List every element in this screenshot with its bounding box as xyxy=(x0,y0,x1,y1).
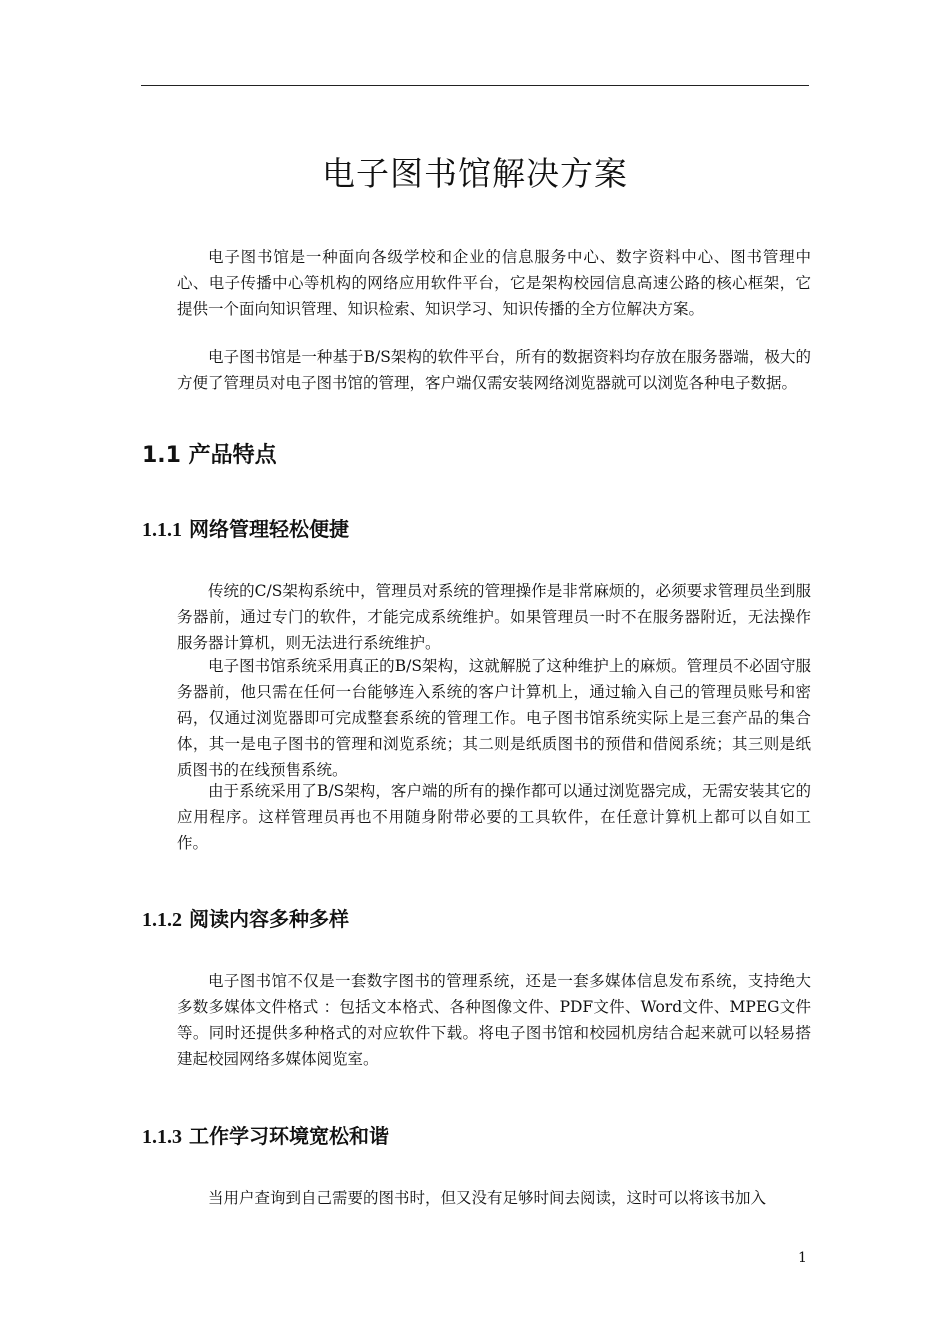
intro-paragraph-2: 电子图书馆是一种基于B/S架构的软件平台，所有的数据资料均存放在服务器端，极大的方便了管理员对电子图书馆的管理，客户端仅需安装网络浏览器就可以浏览各种电子数据。 xyxy=(177,348,811,392)
body-paragraph: 电子图书馆不仅是一套数字图书的管理系统，还是一套多媒体信息发布系统，支持绝大多数多媒体文件格式 ：包括文本格式、各种图像文件、PDF文件、Word文件、MPEG文件等。同时还提供多种格式的对应软件下载。将电子图书馆和校园机房结合起来就可以轻易搭建起校园网络多媒体阅览室。 xyxy=(177,972,811,1068)
section-number: 1.1 xyxy=(142,443,181,468)
body-paragraph: 电子图书馆系统采用真正的B/S架构，这就解脱了这种维护上的麻烦。管理员不必固守服务器前，他只需在任何一台能够连入系统的客户计算机上，通过输入自己的管理员账号和密码，仅通过浏览器即可完成整套系统的管理工作。电子图书馆系统实际上是三套产品的集合体，其一是电子图书的管理和浏览系统；其二则是纸质图书的预借和借阅系统；其三则是纸质图书的在线预售系统。 xyxy=(177,657,811,779)
intro-paragraph-1: 电子图书馆是一种面向各级学校和企业的信息服务中心、数字资料中心、图书管理中心、电子传播中心等机构的网络应用软件平台，它是架构校园信息高速公路的核心框架，它提供一个面向知识管理、知识检索、知识学习、知识传播的全方位解决方案。 xyxy=(177,248,811,318)
subsection-number: 1.1.2 xyxy=(142,909,182,931)
subsection-heading-2 xyxy=(142,904,349,935)
subsection-heading-3 xyxy=(142,1121,389,1152)
subsection-title: 工作学习环境宽松和谐 xyxy=(188,1124,389,1148)
section-heading xyxy=(142,440,277,472)
header-rule xyxy=(141,85,809,86)
subsection-number: 1.1.3 xyxy=(142,1126,182,1148)
subsection-title: 阅读内容多种多样 xyxy=(188,907,349,931)
subsection-heading-1 xyxy=(142,514,349,545)
subsection-number: 1.1.1 xyxy=(142,519,182,541)
body-paragraph: 由于系统采用了B/S架构，客户端的所有的操作都可以通过浏览器完成，无需安装其它的应用程序。这样管理员再也不用随身附带必要的工具软件，在任意计算机上都可以自如工作。 xyxy=(177,782,811,852)
page-number: 1 xyxy=(798,1250,807,1266)
subsection-title: 网络管理轻松便捷 xyxy=(188,517,349,541)
body-paragraph: 传统的C/S架构系统中，管理员对系统的管理操作是非常麻烦的，必须要求管理员坐到服务器前，通过专门的软件，才能完成系统维护。如果管理员一时不在服务器附近，无法操作服务器计算机，则无法进行系统维护。 xyxy=(177,582,811,652)
document-title: 电子图书馆解决方案 xyxy=(322,154,628,194)
section-title: 产品特点 xyxy=(188,443,277,468)
body-paragraph: 当用户查询到自己需要的图书时，但又没有足够时间去阅读，这时可以将该书加入 xyxy=(208,1189,767,1207)
